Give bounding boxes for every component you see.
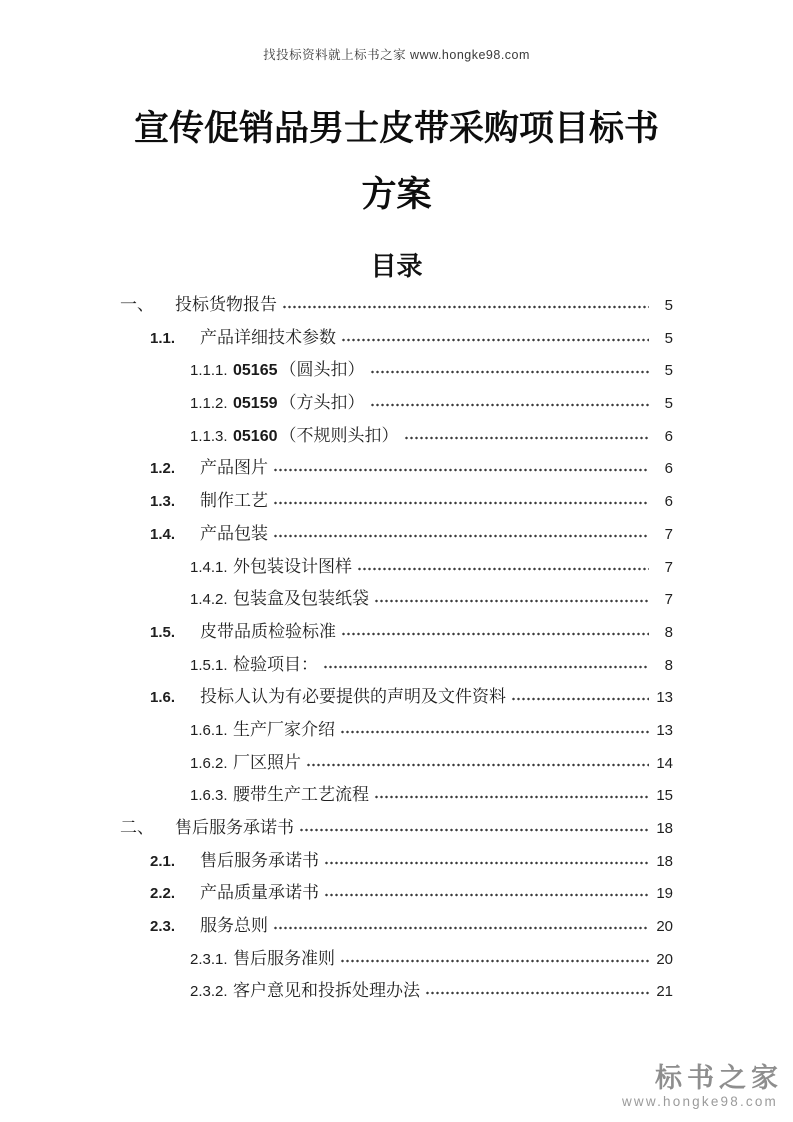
- toc-leader-dots: [341, 331, 649, 343]
- toc-page-number: 13: [656, 721, 673, 739]
- toc-page-number: 13: [656, 689, 673, 707]
- toc-entry-label: 服务总则: [200, 916, 268, 936]
- doc-title-line-2: 方案: [361, 175, 432, 214]
- toc-page-number: 5: [664, 329, 673, 347]
- toc-row[interactable]: [120, 813, 673, 846]
- toc-entry-label: 售后服务承诺书: [200, 850, 319, 870]
- toc-row[interactable]: [120, 846, 673, 879]
- toc-row[interactable]: [120, 355, 673, 388]
- toc-list: [120, 290, 673, 1009]
- toc-leader-dots: [273, 494, 649, 506]
- toc-page-number: 5: [664, 297, 673, 314]
- toc-entry-label: （圆头扣）: [279, 360, 365, 380]
- toc-leader-dots: [425, 984, 649, 996]
- toc-entry-number: 1.4.1.: [190, 558, 228, 576]
- toc-entry-label: 生产厂家介绍: [233, 719, 335, 739]
- toc-entry-label: 外包装设计图样: [233, 556, 352, 576]
- toc-page-number: 7: [664, 558, 673, 576]
- toc-row[interactable]: [120, 290, 673, 323]
- toc-leader-dots: [374, 592, 649, 604]
- toc-page-number: 6: [664, 493, 673, 511]
- toc-leader-dots: [341, 625, 649, 637]
- toc-entry-number: 二、: [120, 818, 154, 837]
- toc-leader-dots: [323, 658, 649, 670]
- toc-row[interactable]: [120, 944, 673, 977]
- toc-leader-dots: [374, 788, 649, 800]
- toc-entry-number: 1.6.: [150, 689, 176, 707]
- watermark: [621, 1063, 783, 1110]
- toc-row[interactable]: [120, 878, 673, 911]
- toc-row[interactable]: [120, 519, 673, 552]
- toc-row[interactable]: [120, 584, 673, 617]
- toc-page-number: 18: [656, 820, 673, 837]
- toc-leader-dots: [273, 461, 649, 473]
- toc-row[interactable]: [120, 323, 673, 356]
- doc-title-line-1: 宣传促销品男士皮带采购项目标书: [133, 109, 659, 148]
- toc-entry-label: 投标人认为有必要提供的声明及文件资料: [200, 687, 506, 707]
- toc-leader-dots: [511, 690, 649, 702]
- toc-entry-label: （方头扣）: [279, 393, 365, 413]
- toc-row[interactable]: [120, 780, 673, 813]
- toc-entry-number: 1.1.2.: [190, 395, 228, 413]
- header-note: 找投标资料就上标书之家 www.hongke98.com: [263, 48, 530, 62]
- toc-entry-label: 售后服务承诺书: [175, 818, 294, 837]
- toc-row[interactable]: [120, 486, 673, 519]
- toc-leader-dots: [404, 429, 650, 441]
- toc-row[interactable]: [120, 650, 673, 683]
- toc-entry-label: 厂区照片: [233, 752, 301, 772]
- toc-entry-number: 2.3.: [150, 918, 176, 936]
- toc-leader-dots: [370, 363, 650, 375]
- toc-entry-number: 1.3.: [150, 493, 176, 511]
- toc-row[interactable]: [120, 715, 673, 748]
- toc-row[interactable]: [120, 617, 673, 650]
- doc-title: [0, 96, 793, 228]
- toc-entry-label: 投标货物报告: [175, 295, 277, 314]
- toc-entry-code: 05160: [233, 427, 278, 445]
- toc-page-number: 18: [656, 852, 673, 870]
- toc-page-number: 19: [656, 885, 673, 903]
- toc-page-number: 8: [664, 656, 673, 674]
- toc-page-number: 5: [664, 362, 673, 380]
- toc-entry-code: 05159: [233, 395, 278, 413]
- watermark-url: www.hongke98.com: [621, 1094, 778, 1109]
- toc-entry-number: 1.1.: [150, 329, 176, 347]
- toc-page-number: 8: [664, 623, 673, 641]
- toc-entry-label: 售后服务准则: [233, 948, 335, 968]
- toc-leader-dots: [324, 854, 649, 866]
- toc-row[interactable]: [120, 911, 673, 944]
- toc-entry-number: 1.5.: [150, 623, 176, 641]
- toc-page-number: 15: [656, 787, 673, 805]
- toc-entry-number: 2.1.: [150, 852, 176, 870]
- toc-entry-number: 1.4.2.: [190, 591, 228, 609]
- toc-leader-dots: [324, 886, 649, 898]
- toc-leader-dots: [357, 560, 649, 572]
- toc-leader-dots: [340, 723, 649, 735]
- toc-entry-number: 2.2.: [150, 885, 176, 903]
- toc-leader-dots: [299, 821, 649, 833]
- toc-page-number: 5: [664, 395, 673, 413]
- toc-entry-label: （不规则头扣）: [279, 425, 399, 445]
- toc-row[interactable]: [120, 388, 673, 421]
- brand-logo-text: 标书之家: [655, 1063, 783, 1093]
- toc-leader-dots: [273, 919, 649, 931]
- toc-leader-dots: [273, 527, 649, 539]
- toc-leader-dots: [340, 952, 649, 964]
- toc-entry-number: 1.4.: [150, 525, 176, 543]
- toc-entry-number: 1.6.3.: [190, 787, 228, 805]
- toc-row[interactable]: [120, 976, 673, 1009]
- toc-leader-dots: [306, 756, 649, 768]
- toc-entry-label: 产品包装: [200, 523, 268, 543]
- toc-row[interactable]: [120, 552, 673, 585]
- toc-row[interactable]: [120, 748, 673, 781]
- toc-entry-number: 一、: [120, 295, 154, 314]
- toc-page-number: 7: [664, 525, 673, 543]
- toc-entry-label: 包装盒及包装纸袋: [233, 589, 369, 609]
- toc-entry-label: 产品详细技术参数: [200, 327, 336, 347]
- toc-entry-number: 1.5.1.: [190, 656, 228, 674]
- toc-page-number: 21: [656, 983, 673, 1001]
- toc-heading: 目录: [370, 252, 423, 281]
- toc-entry-number: 1.1.1.: [190, 362, 228, 380]
- toc-row[interactable]: [120, 453, 673, 486]
- toc-entry-number: 1.6.1.: [190, 721, 228, 739]
- toc-entry-number: 2.3.1.: [190, 950, 228, 968]
- toc-entry-number: 2.3.2.: [190, 983, 228, 1001]
- toc-entry-number: 1.1.3.: [190, 427, 228, 445]
- toc-entry-label: 产品质量承诺书: [200, 883, 319, 903]
- toc-page-number: 14: [656, 754, 673, 772]
- toc-row[interactable]: [120, 682, 673, 715]
- toc-page-number: 7: [664, 591, 673, 609]
- toc-entry-number: 1.6.2.: [190, 754, 228, 772]
- toc-row[interactable]: [120, 421, 673, 454]
- toc-page-number: 6: [664, 427, 673, 445]
- toc-page-number: 20: [656, 918, 673, 936]
- toc-page-number: 20: [656, 950, 673, 968]
- toc-page-number: 6: [664, 460, 673, 478]
- toc-entry-label: 皮带品质检验标准: [200, 621, 336, 641]
- toc-entry-label: 检验项目：: [233, 654, 318, 674]
- toc-entry-code: 05165: [233, 362, 278, 380]
- toc-entry-label: 制作工艺: [200, 491, 268, 511]
- toc-entry-label: 产品图片: [200, 458, 268, 478]
- toc-entry-label: 客户意见和投拆处理办法: [233, 981, 420, 1001]
- toc-leader-dots: [370, 396, 650, 408]
- toc-leader-dots: [282, 298, 649, 310]
- toc-entry-number: 1.2.: [150, 460, 176, 478]
- toc-entry-label: 腰带生产工艺流程: [233, 785, 369, 805]
